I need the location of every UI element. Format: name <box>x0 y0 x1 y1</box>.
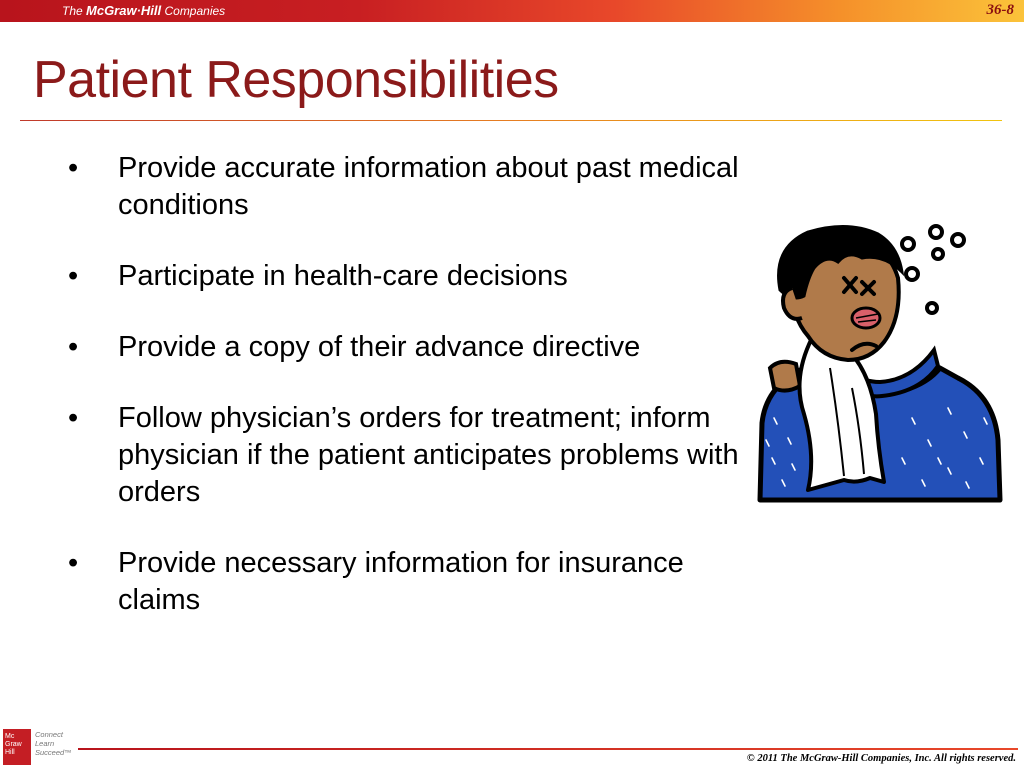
brand-prefix: The <box>62 4 87 18</box>
bullet-list <box>60 150 750 653</box>
header-bar <box>0 0 1024 22</box>
slide-title: Patient Responsibilities <box>33 51 559 109</box>
bullet-item <box>60 329 750 366</box>
bullet-text: Participate in health-care decisions <box>118 260 568 292</box>
tagline-line: Connect <box>35 730 63 739</box>
logo-line: Graw <box>5 741 22 748</box>
bullet-icon: • <box>68 260 79 292</box>
title-divider <box>20 120 1002 121</box>
bullet-item <box>60 400 750 511</box>
logo-tagline <box>35 730 72 757</box>
bullet-icon: • <box>68 152 79 184</box>
copyright-notice: © 2011 The McGraw-Hill Companies, Inc. All rights reserved. <box>746 753 1016 764</box>
bullet-item <box>60 258 750 295</box>
bullet-icon: • <box>68 331 79 363</box>
brand-logo <box>62 3 225 18</box>
bullet-icon: • <box>68 402 79 434</box>
tagline-line: Succeed™ <box>35 748 72 757</box>
bullet-text: Provide necessary information for insurance claims <box>118 547 684 616</box>
bullet-text: Follow physician’s orders for treatment; inform physician if the patient anticipates problems with orders <box>118 402 739 508</box>
logo-line: Mc <box>5 733 15 740</box>
bullet-item <box>60 150 750 224</box>
bullet-icon: • <box>68 547 79 579</box>
slide-number: 36-8 <box>986 2 1014 18</box>
brand-name: McGraw·Hill <box>86 3 162 18</box>
footer-divider <box>78 748 1018 750</box>
logo-line: Hill <box>5 749 15 756</box>
bullet-item <box>60 545 750 619</box>
brand-suffix: Companies <box>161 4 226 18</box>
bullet-text: Provide a copy of their advance directive <box>118 331 641 363</box>
sick-patient-with-tissue-icon <box>752 218 1004 508</box>
tagline-line: Learn <box>35 739 55 748</box>
bullet-text: Provide accurate information about past medical conditions <box>118 152 739 221</box>
mcgraw-hill-logo <box>3 729 31 765</box>
